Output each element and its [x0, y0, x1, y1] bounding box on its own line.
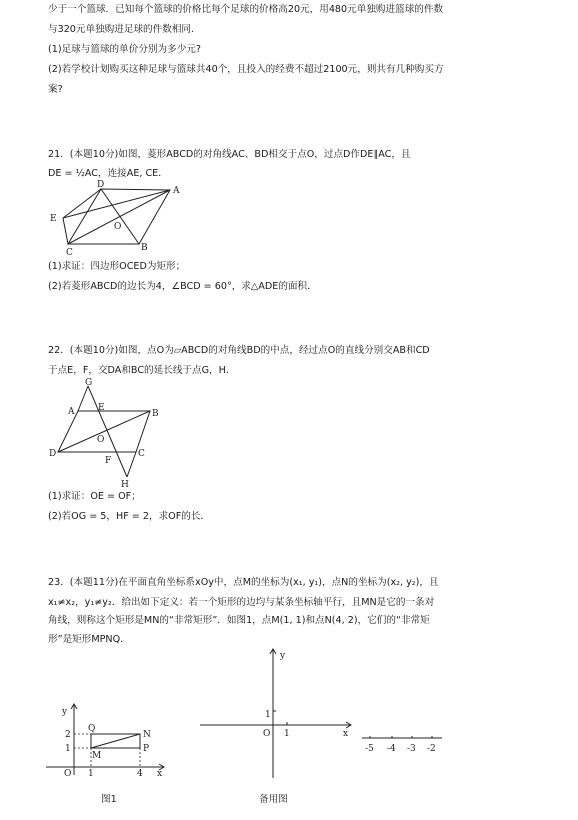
q20-part2b: 案? [48, 84, 63, 95]
fig2-ytick-1: 1 [265, 710, 271, 720]
q21-line2: DE = ½AC，连接AE, CE． [48, 168, 168, 179]
fig1-caption: 图1 [101, 794, 117, 805]
fig1-M: M [92, 751, 102, 761]
label-F: F [105, 456, 112, 466]
q23-line4: 形”是矩形MPNQ． [48, 634, 130, 645]
q23-figure1 [44, 700, 174, 780]
q23-backup-figure [196, 645, 356, 780]
fig2-tick-1: 1 [284, 729, 290, 739]
label-H: H [121, 480, 129, 490]
label-C: C [66, 248, 73, 258]
label-D: D [97, 180, 105, 190]
scale-tick-2: -4 [387, 744, 396, 754]
label-E: E [98, 403, 105, 413]
q23-line2: x₁≠x₂，y₁≠y₂．给出如下定义：若一个矩形的边均与某条坐标轴平行，且MN是它的一条对 [48, 597, 435, 608]
fig1-tick-4: 4 [137, 769, 143, 779]
scale-tick-4: -2 [427, 744, 436, 754]
q23-line3: 角线，则称这个矩形是MN的“非常矩形”．如图1，点M(1, 1)和点N(4, 2)，它们的“非常矩 [48, 615, 430, 626]
scale-tick-1: -5 [365, 744, 374, 754]
fig1-tick-1: 1 [88, 769, 94, 779]
fig1-origin: O [64, 769, 72, 779]
label-D: D [49, 449, 57, 459]
fig2-caption: 备用图 [259, 794, 288, 805]
q22-parallelogram-figure [44, 376, 174, 490]
q22-line2: 于点E，F，交DA和BC的延长线于点G，H． [48, 365, 236, 376]
fig1-y-label: y [62, 707, 68, 717]
fig2-origin: O [263, 729, 271, 739]
fig1-ytick-2: 2 [65, 730, 71, 740]
label-G: G [85, 378, 93, 388]
fig2-y-label: y [280, 651, 286, 661]
label-B: B [152, 409, 159, 419]
q21-part2: (2)若菱形ABCD的边长为4，∠BCD = 60°，求△ADE的面积． [48, 281, 317, 292]
q23-header: 23．(本题11分)在平面直角坐标系xOy中，点M的坐标为(x₁, y₁)，点N的坐标为(x₂, y₂)，且 [48, 577, 439, 588]
fig2-x-label: x [343, 729, 349, 739]
fig1-ytick-1: 1 [65, 744, 71, 754]
q22-header: 22．(本题10分)如图，点O为▱ABCD的对角线BD的中点，经过点O的直线分别交AB和CD [48, 345, 430, 356]
label-O: O [97, 435, 105, 445]
fig1-N: N [143, 730, 151, 740]
scale-tick-3: -3 [407, 744, 416, 754]
label-B: B [141, 243, 148, 253]
label-C: C [138, 449, 145, 459]
fig1-Q: Q [88, 724, 96, 734]
label-A: A [68, 407, 75, 417]
q20-part2a: (2)若学校计划购买这种足球与篮球共40个，且投入的经费不超过2100元，则共有几种购买方 [48, 64, 444, 75]
label-O: O [114, 222, 122, 232]
q20-part1: (1)足球与篮球的单价分别为多少元? [48, 44, 201, 55]
q21-header: 21．(本题10分)如图，菱形ABCD的对角线AC、BD相交于点O，过点D作DE∥AC，且 [48, 149, 411, 160]
label-E: E [50, 214, 57, 224]
q20-line1: 少于一个篮球．已知每个篮球的价格比每个足球的价格高20元，用480元单独购进篮球的件数 [48, 4, 444, 15]
q23-number-line [360, 730, 444, 756]
q21-part1: (1)求证：四边形OCED为矩形； [48, 261, 186, 272]
fig1-P: P [143, 744, 150, 754]
q21-rhombus-figure [44, 176, 184, 258]
fig1-x-label: x [157, 769, 163, 779]
q22-part1: (1)求证：OE = OF； [48, 491, 141, 502]
q22-part2: (2)若OG = 5，HF = 2，求OF的长． [48, 511, 211, 522]
label-A: A [173, 186, 180, 196]
q20-line2: 与320元单独购进足球的件数相同． [48, 24, 201, 35]
